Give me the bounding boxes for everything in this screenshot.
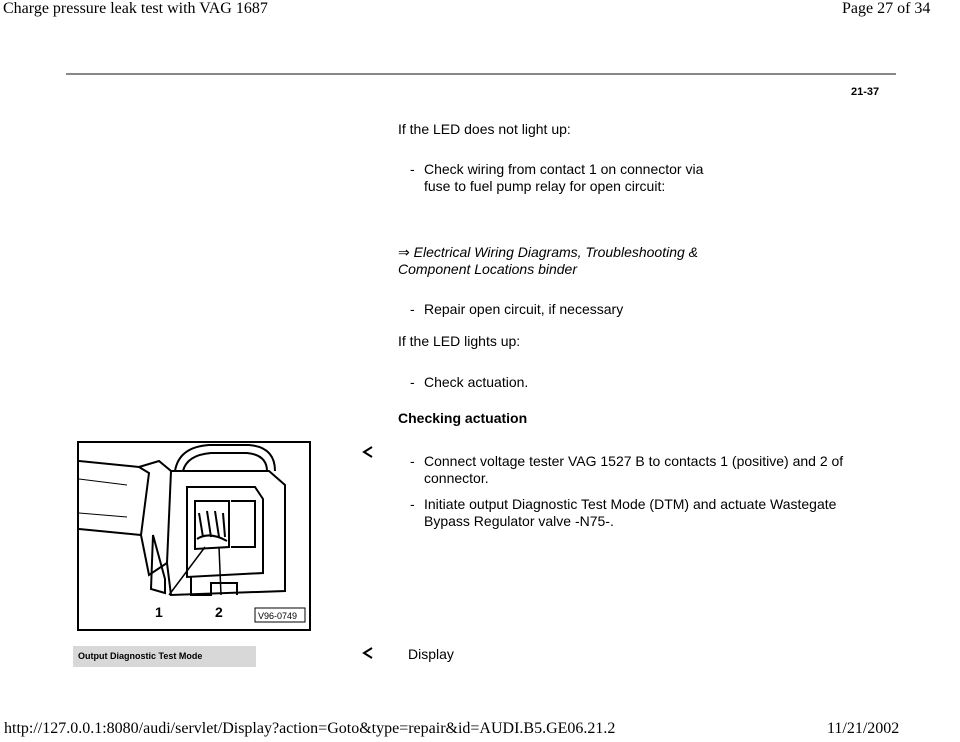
figure-label-2: 2 bbox=[215, 604, 223, 620]
chevron-left-icon bbox=[362, 446, 374, 458]
led-on-heading: If the LED lights up: bbox=[398, 333, 521, 349]
step-initiate-dtm bbox=[424, 496, 836, 530]
dash-bullet: - bbox=[410, 496, 415, 512]
step-initiate-line2: Bypass Regulator valve -N75-. bbox=[424, 513, 614, 529]
chevron-left-icon bbox=[362, 647, 374, 659]
figure-label-1: 1 bbox=[155, 604, 163, 620]
connector-illustration bbox=[79, 443, 309, 629]
step-check-wiring bbox=[424, 161, 703, 195]
reference-arrow-icon: ⇒ bbox=[398, 244, 410, 260]
figure-code: V96-0749 bbox=[258, 611, 298, 621]
step-check-wiring-line2: fuse to fuel pump relay for open circuit: bbox=[424, 178, 666, 194]
footer-url[interactable]: http://127.0.0.1:8080/audi/servlet/Display?action=Goto&type=repair&id=AUDI.B5.GE06.21.2 bbox=[4, 720, 616, 737]
step-check-wiring-line1: Check wiring from contact 1 on connector via bbox=[424, 161, 704, 177]
page-indicator: Page 27 of 34 bbox=[842, 0, 931, 17]
step-connect-line1: Connect voltage tester VAG 1527 B to contacts 1 (positive) and 2 of bbox=[424, 453, 844, 469]
reference-line2: Component Locations binder bbox=[398, 261, 578, 277]
step-connect-line2: connector. bbox=[424, 470, 489, 486]
dash-bullet: - bbox=[410, 453, 415, 469]
reference-line1: Electrical Wiring Diagrams, Troubleshooting & bbox=[413, 244, 699, 260]
footer-date: 11/21/2002 bbox=[827, 720, 900, 737]
step-connect-tester bbox=[424, 453, 843, 487]
output-diagnostic-badge: Output Diagnostic Test Mode bbox=[73, 646, 256, 667]
dash-bullet: - bbox=[410, 161, 415, 177]
section-heading: Checking actuation bbox=[398, 410, 528, 426]
page-number: 21-37 bbox=[851, 86, 880, 98]
step-check-actuation: Check actuation. bbox=[424, 374, 529, 390]
connector-figure bbox=[77, 441, 311, 631]
step-repair: Repair open circuit, if necessary bbox=[424, 301, 624, 317]
display-label: Display bbox=[408, 646, 454, 662]
led-off-heading: If the LED does not light up: bbox=[398, 121, 571, 137]
step-initiate-line1: Initiate output Diagnostic Test Mode (DTM) and actuate Wastegate bbox=[424, 496, 837, 512]
header-divider bbox=[66, 73, 896, 75]
document-title: Charge pressure leak test with VAG 1687 bbox=[3, 0, 268, 17]
reference-link[interactable] bbox=[398, 244, 698, 278]
dash-bullet: - bbox=[410, 374, 415, 390]
dash-bullet: - bbox=[410, 301, 415, 317]
